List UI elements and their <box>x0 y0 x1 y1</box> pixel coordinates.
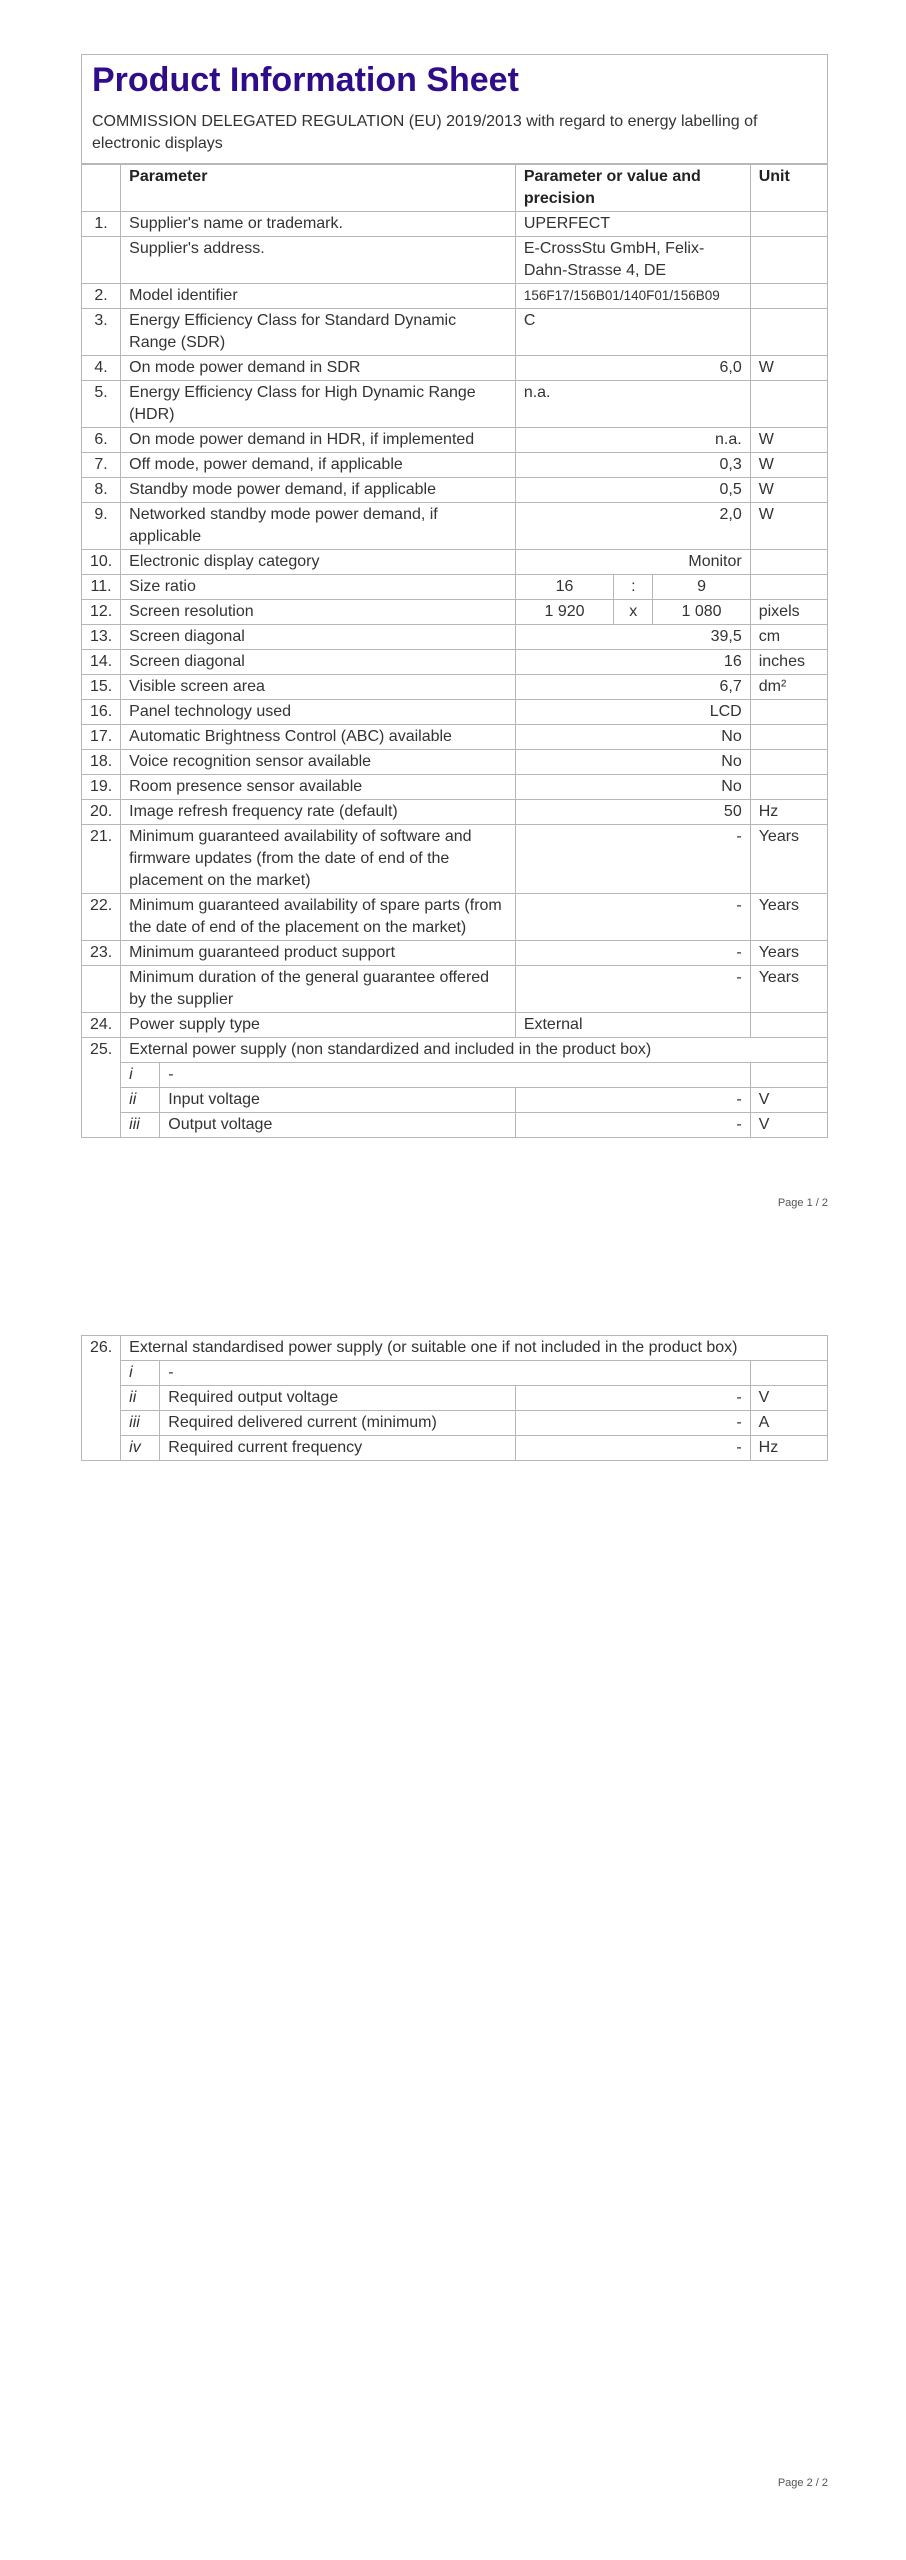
row-number: 10. <box>82 550 121 575</box>
parameter-unit: Years <box>750 825 827 894</box>
parameter-unit: cm <box>750 625 827 650</box>
parameter-unit: Hz <box>750 800 827 825</box>
parameter-label: Voice recognition sensor available <box>121 750 516 775</box>
value-part-b: 9 <box>653 575 750 600</box>
parameter-value: External <box>515 1013 750 1038</box>
parameter-label: Energy Efficiency Class for High Dynamic Range (HDR) <box>121 381 516 428</box>
row-number: 17. <box>82 725 121 750</box>
parameter-unit <box>750 725 827 750</box>
header-parameter: Parameter <box>121 165 516 212</box>
group-title: External power supply (non standardized and included in the product box) <box>121 1038 828 1063</box>
parameter-unit <box>750 1013 827 1038</box>
parameter-unit: W <box>750 428 827 453</box>
row-number: 13. <box>82 625 121 650</box>
sub-unit: A <box>750 1411 827 1436</box>
row-number: 11. <box>82 575 121 600</box>
parameter-value: Monitor <box>515 550 750 575</box>
parameter-value: 6,7 <box>515 675 750 700</box>
row-number: 3. <box>82 309 121 356</box>
sub-row <box>82 1113 828 1138</box>
row-number: 9. <box>82 503 121 550</box>
table-row <box>82 750 828 775</box>
sub-row <box>82 1411 828 1436</box>
parameter-value: - <box>515 825 750 894</box>
parameter-label: Electronic display category <box>121 550 516 575</box>
row-number: 26. <box>82 1336 121 1461</box>
parameter-value: - <box>515 894 750 941</box>
parameter-value: - <box>515 941 750 966</box>
sub-value: - <box>515 1088 750 1113</box>
sub-value: - <box>515 1386 750 1411</box>
parameter-unit <box>750 237 827 284</box>
parameter-label: Screen diagonal <box>121 625 516 650</box>
sub-index: ii <box>121 1088 160 1113</box>
table-row <box>82 625 828 650</box>
parameter-unit <box>750 212 827 237</box>
page-number-2: Page 2 / 2 <box>777 2477 828 2489</box>
sub-unit: V <box>750 1386 827 1411</box>
sub-index: i <box>121 1063 160 1088</box>
sub-row <box>82 1361 828 1386</box>
parameter-value: - <box>515 966 750 1013</box>
parameter-unit: dm² <box>750 675 827 700</box>
parameter-label: Standby mode power demand, if applicable <box>121 478 516 503</box>
row-number: 15. <box>82 675 121 700</box>
parameter-value: No <box>515 750 750 775</box>
row-number: 4. <box>82 356 121 381</box>
table-row <box>82 600 828 625</box>
parameter-unit <box>750 381 827 428</box>
parameter-unit: Years <box>750 941 827 966</box>
page-number-1: Page 1 / 2 <box>777 1197 828 1209</box>
table-row <box>82 503 828 550</box>
header-value: Parameter or value and precision <box>515 165 750 212</box>
sub-index: iii <box>121 1411 160 1436</box>
parameter-value: 0,5 <box>515 478 750 503</box>
parameter-label: Energy Efficiency Class for Standard Dynamic Range (SDR) <box>121 309 516 356</box>
parameter-label: Model identifier <box>121 284 516 309</box>
sub-unit: V <box>750 1088 827 1113</box>
sub-index: ii <box>121 1386 160 1411</box>
parameter-unit: Years <box>750 894 827 941</box>
parameter-label: Minimum guaranteed availability of software and firmware updates (from the date of end of the placement on the market) <box>121 825 516 894</box>
table-row <box>82 356 828 381</box>
parameter-value: UPERFECT <box>515 212 750 237</box>
parameter-label: Minimum duration of the general guarantee offered by the supplier <box>121 966 516 1013</box>
row-number <box>82 966 121 1013</box>
parameter-label: Supplier's name or trademark. <box>121 212 516 237</box>
table-header-row <box>82 165 828 212</box>
table-row <box>82 1013 828 1038</box>
parameter-value: 6,0 <box>515 356 750 381</box>
parameter-unit <box>750 700 827 725</box>
table-row <box>82 212 828 237</box>
sub-value: - <box>515 1436 750 1461</box>
parameter-label: Minimum guaranteed availability of spare parts (from the date of end of the placement on the market) <box>121 894 516 941</box>
sub-index: iii <box>121 1113 160 1138</box>
header-unit: Unit <box>750 165 827 212</box>
group-title: External standardised power supply (or suitable one if not included in the product box) <box>121 1336 828 1361</box>
parameter-value: C <box>515 309 750 356</box>
sub-unit: V <box>750 1113 827 1138</box>
row-number: 18. <box>82 750 121 775</box>
parameter-value: 50 <box>515 800 750 825</box>
sub-row <box>82 1063 828 1088</box>
parameter-label: Supplier's address. <box>121 237 516 284</box>
parameter-value: 156F17/156B01/140F01/156B09 <box>515 284 750 309</box>
table-row <box>82 941 828 966</box>
sub-row <box>82 1088 828 1113</box>
row-number: 21. <box>82 825 121 894</box>
parameter-value: No <box>515 725 750 750</box>
parameter-unit: pixels <box>750 600 827 625</box>
value-separator: : <box>614 575 653 600</box>
parameter-label: Screen resolution <box>121 600 516 625</box>
value-part-b: 1 080 <box>653 600 750 625</box>
parameter-unit: W <box>750 356 827 381</box>
parameter-unit <box>750 550 827 575</box>
parameter-label: Minimum guaranteed product support <box>121 941 516 966</box>
parameter-value: n.a. <box>515 381 750 428</box>
parameter-value: LCD <box>515 700 750 725</box>
parameter-value: 16 <box>515 650 750 675</box>
sub-unit: Hz <box>750 1436 827 1461</box>
sub-label: Input voltage <box>160 1088 516 1113</box>
parameter-unit: inches <box>750 650 827 675</box>
parameter-value: 2,0 <box>515 503 750 550</box>
table-row <box>82 894 828 941</box>
parameter-label: Visible screen area <box>121 675 516 700</box>
value-part-a: 1 920 <box>515 600 613 625</box>
row-number: 5. <box>82 381 121 428</box>
table-row <box>82 800 828 825</box>
parameter-unit: W <box>750 478 827 503</box>
parameter-label: Size ratio <box>121 575 516 600</box>
table-row <box>82 650 828 675</box>
row-number: 20. <box>82 800 121 825</box>
row-number: 2. <box>82 284 121 309</box>
table-row <box>82 966 828 1013</box>
sub-index: i <box>121 1361 160 1386</box>
parameter-label: Networked standby mode power demand, if applicable <box>121 503 516 550</box>
row-number: 6. <box>82 428 121 453</box>
table-row <box>82 428 828 453</box>
page-title: Product Information Sheet <box>92 61 519 99</box>
table-row <box>82 550 828 575</box>
sub-index: iv <box>121 1436 160 1461</box>
sub-label: Output voltage <box>160 1113 516 1138</box>
parameter-value: No <box>515 775 750 800</box>
product-info-sheet-page-1 <box>81 54 828 1138</box>
table-row <box>82 675 828 700</box>
title-block <box>81 54 828 164</box>
sub-value: - <box>515 1113 750 1138</box>
parameter-value: E-CrossStu GmbH, Felix-Dahn-Strasse 4, DE <box>515 237 750 284</box>
parameter-value: 0,3 <box>515 453 750 478</box>
parameter-unit <box>750 309 827 356</box>
parameter-label: Off mode, power demand, if applicable <box>121 453 516 478</box>
table-row <box>82 700 828 725</box>
sub-label: - <box>160 1361 750 1386</box>
row-number: 19. <box>82 775 121 800</box>
parameter-unit: W <box>750 453 827 478</box>
sub-label: Required delivered current (minimum) <box>160 1411 516 1436</box>
product-info-sheet-page-2 <box>81 1335 828 1461</box>
row-number: 16. <box>82 700 121 725</box>
row-number: 1. <box>82 212 121 237</box>
parameter-label: Room presence sensor available <box>121 775 516 800</box>
value-separator: x <box>614 600 653 625</box>
table-row <box>82 453 828 478</box>
parameter-unit <box>750 775 827 800</box>
row-number: 7. <box>82 453 121 478</box>
parameter-label: Power supply type <box>121 1013 516 1038</box>
row-number: 24. <box>82 1013 121 1038</box>
row-number: 14. <box>82 650 121 675</box>
parameter-label: Screen diagonal <box>121 650 516 675</box>
table-row <box>82 825 828 894</box>
row-number: 8. <box>82 478 121 503</box>
sub-row <box>82 1386 828 1411</box>
parameter-table-continued <box>81 1335 828 1461</box>
parameter-label: On mode power demand in HDR, if implemented <box>121 428 516 453</box>
parameter-unit <box>750 575 827 600</box>
table-row <box>82 775 828 800</box>
parameter-unit <box>750 750 827 775</box>
sub-label: - <box>160 1063 750 1088</box>
regulation-subtitle: COMMISSION DELEGATED REGULATION (EU) 2019/2013 with regard to energy labelling of electronic displays <box>92 113 758 152</box>
table-row <box>82 1336 828 1361</box>
parameter-unit <box>750 284 827 309</box>
parameter-value: 39,5 <box>515 625 750 650</box>
parameter-unit: W <box>750 503 827 550</box>
row-number <box>82 237 121 284</box>
sub-value: - <box>515 1411 750 1436</box>
row-number: 12. <box>82 600 121 625</box>
row-number: 22. <box>82 894 121 941</box>
value-part-a: 16 <box>515 575 613 600</box>
parameter-table <box>81 164 828 1138</box>
parameter-unit: Years <box>750 966 827 1013</box>
parameter-label: On mode power demand in SDR <box>121 356 516 381</box>
table-row <box>82 237 828 284</box>
table-row <box>82 284 828 309</box>
parameter-label: Image refresh frequency rate (default) <box>121 800 516 825</box>
table-row <box>82 575 828 600</box>
sub-unit <box>750 1361 827 1386</box>
table-row <box>82 1038 828 1063</box>
parameter-label: Automatic Brightness Control (ABC) available <box>121 725 516 750</box>
parameter-value: n.a. <box>515 428 750 453</box>
sub-unit <box>750 1063 827 1088</box>
row-number: 23. <box>82 941 121 966</box>
sub-label: Required output voltage <box>160 1386 516 1411</box>
table-row <box>82 309 828 356</box>
sub-row <box>82 1436 828 1461</box>
table-row <box>82 478 828 503</box>
parameter-label: Panel technology used <box>121 700 516 725</box>
table-row <box>82 725 828 750</box>
row-number: 25. <box>82 1038 121 1138</box>
sub-label: Required current frequency <box>160 1436 516 1461</box>
table-row <box>82 381 828 428</box>
